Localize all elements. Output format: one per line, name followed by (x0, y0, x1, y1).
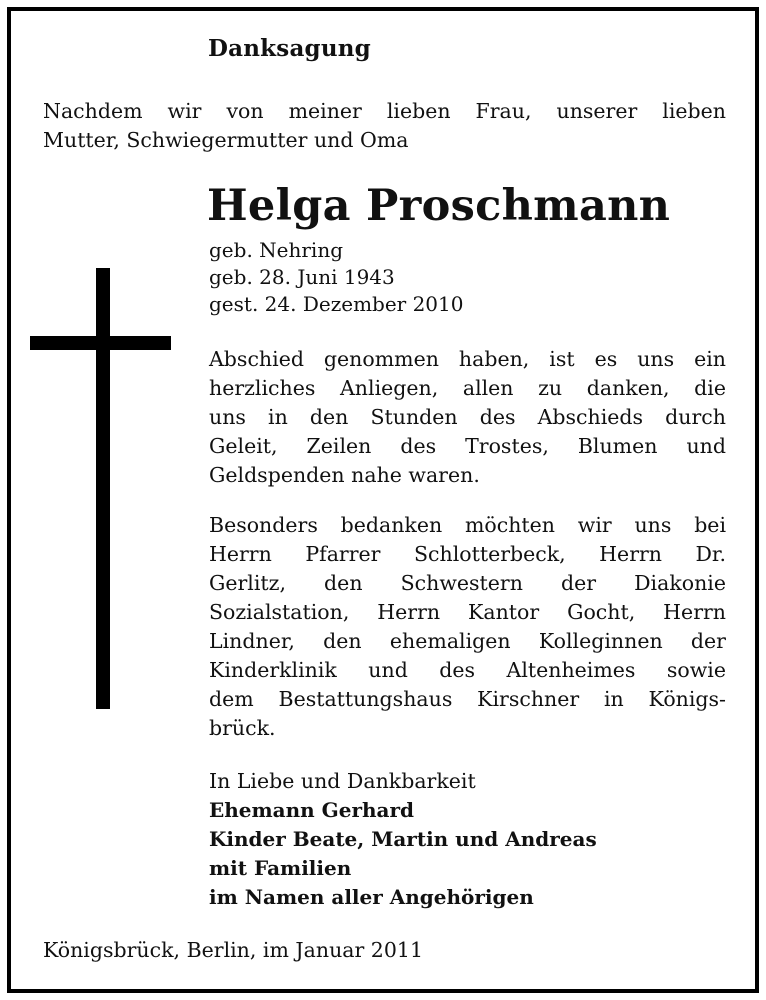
paragraph-line: Lindner, den ehemaligen Kolleginnen der (209, 629, 726, 653)
birth-date: geb. 28. Juni 1943 (209, 265, 395, 289)
closing-block (209, 767, 597, 912)
paragraph-line: Sozialstation, Herrn Kantor Gocht, Herrn (209, 600, 726, 624)
paragraph-line: brück. (209, 716, 276, 740)
heading: Danksagung (208, 35, 371, 62)
cross-vertical-bar (96, 268, 110, 709)
thanks-paragraph (209, 345, 726, 490)
obituary-card (7, 7, 759, 993)
intro-line: Mutter, Schwiegermutter und Oma (43, 128, 409, 152)
paragraph-line: Abschied genommen haben, ist es uns ein (209, 347, 726, 371)
special-thanks-paragraph (209, 511, 726, 743)
paragraph-line: uns in den Stunden des Abschieds durch (209, 405, 726, 429)
signatory: im Namen aller Angehörigen (209, 885, 534, 909)
paragraph-line: Geldspenden nahe waren. (209, 463, 480, 487)
signatory: mit Familien (209, 856, 352, 880)
closing-greeting: In Liebe und Dankbarkeit (209, 769, 476, 793)
paragraph-line: Besonders bedanken möchten wir uns bei (209, 513, 726, 537)
paragraph-line: herzliches Anliegen, allen zu danken, die (209, 376, 726, 400)
cross-horizontal-bar (30, 336, 171, 350)
death-date: gest. 24. Dezember 2010 (209, 292, 464, 316)
deceased-name: Helga Proschmann (207, 181, 671, 231)
paragraph-line: Geleit, Zeilen des Trostes, Blumen und (209, 434, 726, 458)
signatory: Ehemann Gerhard (209, 798, 415, 822)
intro-line: Nachdem wir von meiner lieben Frau, unserer lieben (43, 99, 726, 123)
intro-text (43, 97, 726, 155)
paragraph-line: Herrn Pfarrer Schlotterbeck, Herrn Dr. (209, 542, 726, 566)
signatory: Kinder Beate, Martin und Andreas (209, 827, 597, 851)
paragraph-line: dem Bestattungshaus Kirschner in Königs- (209, 687, 726, 711)
paragraph-line: Gerlitz, den Schwestern der Diakonie (209, 571, 726, 595)
place-and-date: Königsbrück, Berlin, im Januar 2011 (43, 938, 423, 962)
deceased-vitals (209, 237, 463, 318)
maiden-name: geb. Nehring (209, 238, 344, 262)
paragraph-line: Kinderklinik und des Altenheimes sowie (209, 658, 726, 682)
